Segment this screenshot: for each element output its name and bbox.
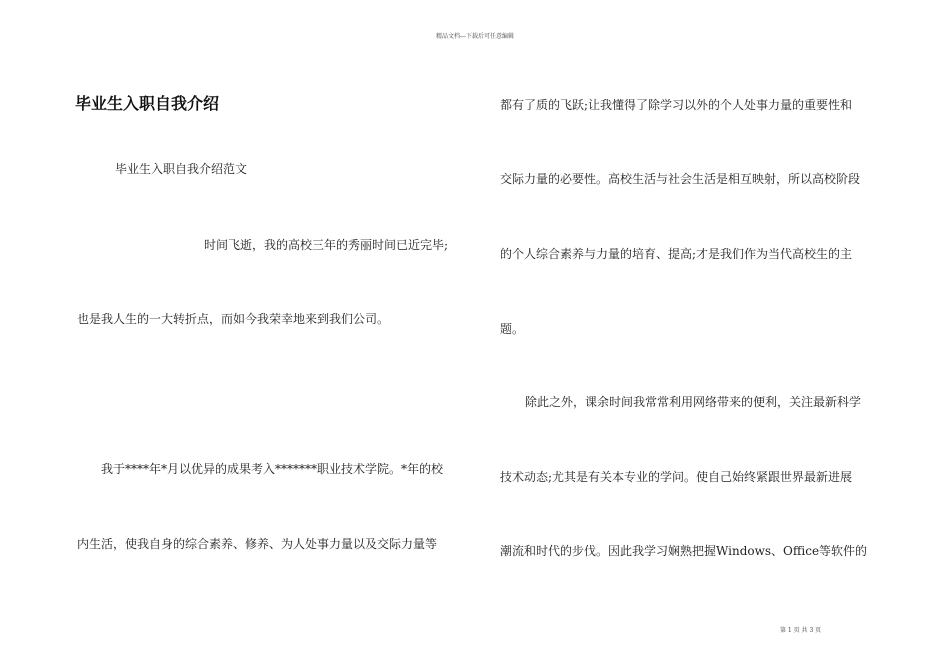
page-number: 第 1 页 共 3 页 <box>780 627 822 634</box>
paragraph-line: 题。 <box>500 322 525 336</box>
paragraph-line: 也是我人生的一大转折点，而如今我荣幸地来到我们公司。 <box>77 312 390 326</box>
page-header: 精品文档---下载后可任意编辑 <box>435 33 515 40</box>
paragraph-line: 都有了质的飞跃;让我懂得了除学习以外的个人处事力量的重要性和 <box>500 98 853 112</box>
paragraph-line: 技术动态;尤其是有关本专业的学问。使自己始终紧跟世界最新进展 <box>500 470 853 484</box>
paragraph-line: 除此之外，课余时间我常常利用网络带来的便利，关注最新科学 <box>525 395 862 409</box>
paragraph-line: 内生活，使我自身的综合素养、修养、为人处事力量以及交际力量等 <box>77 537 438 551</box>
paragraph-line: 潮流和时代的步伐。因此我学习娴熟把握Windows、Office等软件的 <box>500 544 868 558</box>
paragraph-line: 我于****年*月以优异的成果考入*******职业技术学院。*年的校 <box>101 462 444 476</box>
paragraph-line: 时间飞逝，我的高校三年的秀丽时间已近完毕; <box>204 238 449 252</box>
paragraph-line: 交际力量的必要性。高校生活与社会生活是相互映射，所以高校阶段 <box>500 172 861 186</box>
subtitle-line: 毕业生入职自我介绍范文 <box>115 162 248 176</box>
paragraph-line: 的个人综合素养与力量的培育、提高;才是我们作为当代高校生的主 <box>500 247 853 261</box>
document-title: 毕业生入职自我介绍 <box>75 94 220 113</box>
